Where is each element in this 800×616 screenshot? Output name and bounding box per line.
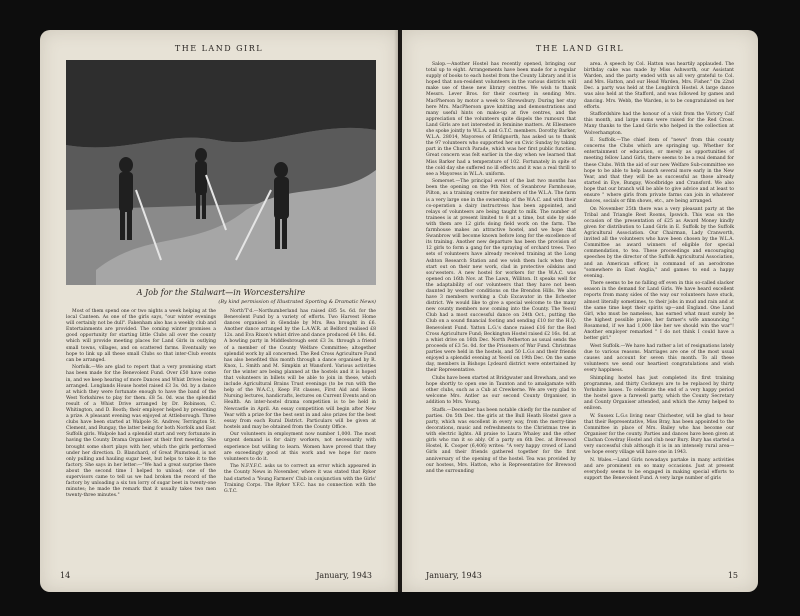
left-page <box>40 30 398 592</box>
photo-caption: A Job for the Stalwart—in Worcestershire <box>136 288 306 297</box>
paragraph: There seems to be no falling off even in this so-called slacker season in the demand for Land Girls. We have heard excellent reports from many sides of the way our volunteers have stuck, almost literally sometimes, to their jobs in mud and rain and at the same time kept their spirits up—and England. One Land Girl, who must be nameless, has earned what must surely be the highest possible praise, her farmer's wife announcing " Rosamond, if we had 1,000 like her we should win the war"! Another employer remarked " I do not think I could have a better girl." <box>584 281 734 342</box>
issue-date-left: January, 1943 <box>316 571 372 580</box>
paragraph: Clubs have been started at Bridgwater and Brewham, and we hope shortly to open one in Taunton and to amalgamate with other clubs, such as a Cub at Crewkerne. We are very glad to welcome Mrs. Antler as our second County Organiser, in addition to Mrs. Young. <box>426 375 576 406</box>
running-head-right: THE LAND GIRL <box>535 44 625 53</box>
paragraph: Staffordshire had the honour of a visit from the Victory Calf this month, and large sums were raised for the Red Cross. Many thanks to the Land Girls who helped in the collection at Wolverhampton. <box>584 112 734 136</box>
photo-illustration <box>66 60 376 285</box>
paragraph: W. Sussex L.G.s living near Chichester, will be glad to hear that their Representative, Miss Bray, has been appointed to the Committee in place of Mrs. Bailey who has become our Organiser for the county. Parties and dances have been given at Clachan Cowdray Hostel and club near Bury. Bury has started a very successful club although it is in an intensely rural area—we hope every village will have one in 1943. <box>584 413 734 456</box>
paragraph: Somerset.—The principal event of the last two months has been the opening on the 9th Nov. of Swanbrow Farmhouse, Pilton, as a training centre for members of the W.L.A. The farm is a very large one in the ownership of the W.A.C. and with their co-operation a dairy instructress has been appointed, and relays of volunteers are being taught to milk. The number of trainees is at present limited to 8 at a time, but side by side with them are 12 girls doing field work on the farm. The farmhouse makes an attractive hostel, and we hope that Swanbrow will become known before long for the excellence of its training. Another new departure has been the provision of 12 girls to form a gang for the spraying of orchard trees. Two sets of volunteers have already received training at the Long Ashton Research Station and we wish them luck when they start out on their new work, clad in protective oilskins and sou'westers. A new hostel for workers for the W.A.C. was opened on 16th Nov. at The Lawn, Williton. It speaks well for the adaptability of our volunteers that they have not been daunted by weather conditions on the Brendon Hills. We also have 3 members working a Cub Excavator in the Ilchester district. We would like to give a special welcome to the many new county members now coming into the County. The Yeovil Club had a most successful dance on 24th Oct., putting the Club on a sound financial footing and sending £10 for the H.Q. Benevolent Fund. Yatton L.G.'s dance raised £16 for the Red Cross Agriculture Fund; Beckington Hostel raised £2 16s. 0d. at a whist drive on 16th Dec. North Petherton as usual sends the proceeds of £3 5s. 0d. for the Prisoners of War Fund. Christmas parties were held in the hostels, and 50 L.G.s and their friends enjoyed a splendid evening at Yeovil on 19th Dec. On the same day, members in Bishops Lydeard district were entertained by their Representative. <box>426 179 576 374</box>
issue-date-right: January, 1943 <box>426 571 482 580</box>
page-number-right: 15 <box>727 571 738 580</box>
paragraph: North'T'd.—Northumberland has raised £85 5s. 6d. for the Benevolent Fund by a variety of efforts. Two Harvest Home dances organised in Glendale by Mrs. Rea brought in £6. Another dance arranged by the L.A.W.R. at Belford realised £8 12s. and Eva Rixon's whist drive and dance produced £4 18s. 6d. A bowling party in Middlesbrough sent £3 3s. through a friend of a member of the County Welfare Committee; altogether splendid work by all concerned. The Red Cross Agriculture Fund has also benefited this month through a dance organised by R. Knox, L. Smith and M. Simpkin at Wansford. Various activities for the winter are being planned at the hostels and it is hoped that volunteers in billets will be able to join in these, which include Agricultural Brains Trust evenings (to be run with the help of the W.A.C.), Keep Fit classes, First Aid and Home Nursing lectures, handicrafts, lectures on Current Events and on Health. An inter-hostel drama competition is to be held in Newcastle in April. An essay competition will begin after New Year with a prize for the best sent in and also prizes for the best essay from each Rural District. Particulars will be given at hostels and may be obtained from the County Office. <box>224 309 376 430</box>
paragraph: Staffs.—December has been notable chiefly for the number of parties. On 5th Dec. the girls at the Bull Heath Hostel gave a party, which was excellent in every way, from the merry-time decorations, music and refreshments to the Christmas tree in with electric lights. All praise to Laura Whaley and the other girls who ran it so ably. Of a party on 6th Dec. at Brewood Hostel, K. Cooper (6,406) writes: "A very happy crowd of Land Girls and their friends gathered together for the first anniversary of the opening of the hostel. Tea was provided by our hostess, Mrs. Hatton, who is Representative for Brewood and the surrounding <box>426 407 576 474</box>
paragraph: The N.F.Y.F.C. asks us to correct an error which appeared in the County News in November, where it was stated that Ryker had started a 'Young Farmers' Club in conjunction with the Girls' Training Corps. The Ryker Y.F.C. has no connection with the G.T.C. <box>224 464 376 494</box>
paragraph: On November 25th there was a very pleasant party at the Tribal and Triangle Rest Rooms, Ipswich. This was on the occasion of the presentation of £25 as Award Money kindly given for distribution to Land Girls in E. Suffolk by the Suffolk Agricultural Association. Our Chairman, Lady Cranworth, invited all the volunteers who have been chosen by the W.L.A. Committee as award winners of eligible for special commendation, to tea. These proceedings and encouraging speeches by the director of the Suffolk Agricultural Association, and an American officer, in command of an aerodrome "somewhere in East Anglia," and games to end a happy evening. <box>584 206 734 279</box>
paragraph: Salop.—Another Hostel has recently opened, bringing our total up to eight. Arrangements have been made for a regular supply of books to each hostel from the County Library and it is hoped that non-resident volunteers in the various districts will make use of these new library centres. We wish to thank Messrs. Lever Bros. for their courtesy in sending Mrs. MacPherson by motor a week to Shrewsbury. During her stay here Mrs. MacPherson gave knitting and demonstrations and many useful hints on make-up at five centres, and the appreciation of the volunteers quite dispels the rumours that Land Girls are not interested in feminine matters. At Ellesmere she spoke jointly to W.L.A. and G.T.C. members. Dorothy Barker, W.L.A. 28014, Mayoress of Bridgnorth, has asked us to thank the 97 volunteers who supported her on Civic Sunday by taking part in the Church Parade, which was her first public function. Great concern was felt earlier in the day when we learned that Miss Barker had a temperature of 102. Fortunately in spite of the cold day she suffered no ill effects and it was a real thrill to see a Mayoress in W.L.A. uniform. <box>426 62 576 177</box>
paragraph: West Suffolk.—We have had rather a lot of resignations lately due to various reasons. Marriages are one of the most usual causes and account for seven this month. To all these volunteers we send our heartiest congratulations and wish every happiness. <box>584 343 734 374</box>
paragraph: N. Wales.—Land Girls nowadays partake in many activities and are prominent on so many occasions. Just at present everybody seems to be engaged in making special efforts to support the Benevolent Fund. A very large number of girls <box>584 457 734 482</box>
paragraph: Our volunteers in employment now number 1,000. The most urgent demand is for dairy workers, not necessarily with experience but willing to learn. Women have proved that they are exceedingly good at this work and we hope for more volunteers to do it. <box>224 432 376 462</box>
paragraph: Shimpling hostel has just completed its first training programme, and thirty Cockneys are to be replaced by thirty Yorkshire lasses. To celebrate the end of a very happy period the hostel gave a farewell party, which the County Secretary and County Organiser attended, and which the Army helped to enliven. <box>584 375 734 412</box>
left-column-2 <box>224 309 376 564</box>
page-number-left: 14 <box>60 571 71 580</box>
running-head-left: THE LAND GIRL <box>174 44 264 53</box>
paragraph: area. A speech by Col. Hatton was heartily applauded. The birthday cake was made by Miss Ashworth, our Assistant Warden, and the party ended with us all very grateful to Col. and Mrs. Hatton, and our Head Warden, Mrs. Fisher." On 22nd Dec. a party was held at the Longbirch Hostel. A large dance was also held at the Stafford, and was followed by games and dancing. Mrs. Webb, the Warden, is to be congratulated on her efforts. <box>584 62 734 110</box>
paragraph: E. Suffolk.—The chief item of "news" from this county concerns the Clubs which are springing up. Whether for entertainment or education, or merely as opportunities of meeting fellow Land Girls, there seems to be a real demand for these Clubs. With the aid of our new Welfare Sub-committee we hope to be able to help launch several more early in the New Year, and that they will be as successful as those already started in Eye, Bungay, Woodbridge and Cransford. We also hope that our branch will be able to give advice and at least to ensure " where girls from private farms can join in whatever dances, socials or film shows, etc., are being arranged. <box>584 138 734 205</box>
right-column-2 <box>584 62 734 566</box>
paragraph: Most of them spend one or two nights a week helping at the local Canteen. As one of the girls says, "our winter evenings will certainly not be dull". Fakenham also has a weekly club and Entertainments are provided. The coming winter promises a good opportunity for starting little Clubs all over the county which will provide meeting places for Land Girls in outlying small towns, villages, and on scattered farms. Eventually we hope to link up all these small Clubs so that inter-Club events can be arranged. <box>66 309 216 363</box>
left-column-1 <box>66 309 216 564</box>
right-page <box>402 30 758 592</box>
right-column-1 <box>426 62 576 566</box>
photo-land-girls-digging <box>66 60 376 285</box>
paragraph: Norfolk.—We are glad to report that a very promising start has been made for the Benevolent Fund. Over £50 have come in, and we keep hearing of more Dances and Whist Drives being arranged. Longlands House hostel raised £3 3s. 0d. by a dance at which they were fortunate enough to have the band of the West Yorkshires to play for them. £8 5s. 0d. was the splendid result of a Whist Drive arranged by Dr. Robinson, C. Whitington, and D. Booth; their employer helped by presenting a prize. A pleasant evening was enjoyed at Attleborough. Three clubs have been started at Walpole St. Andrew, Terrington St. Clement, and Bungay, the latter being for both Norfolk and East Suffolk girls. Walpole had a splendid start and very fortunate in having the County Drama Organiser at their first meeting. She brought some short plays with her, which the girls performed under her direction. D. Blanchard, of Great Plumstead, is not only pulling and hauling sugar beet, but helps to take it to the factory. She says in her letter:—"We had a great surprise there about the second time I helped to unload; one of the supervisors came to tell us we had broken the record of the factory by unloading a six ton lorry of sugar beet in twenty-one minutes; he made the remark that it usually takes two men twenty-three minutes." <box>66 365 216 499</box>
photo-credit: (By kind permission of Illustrated Sporting & Dramatic News) <box>218 299 376 305</box>
